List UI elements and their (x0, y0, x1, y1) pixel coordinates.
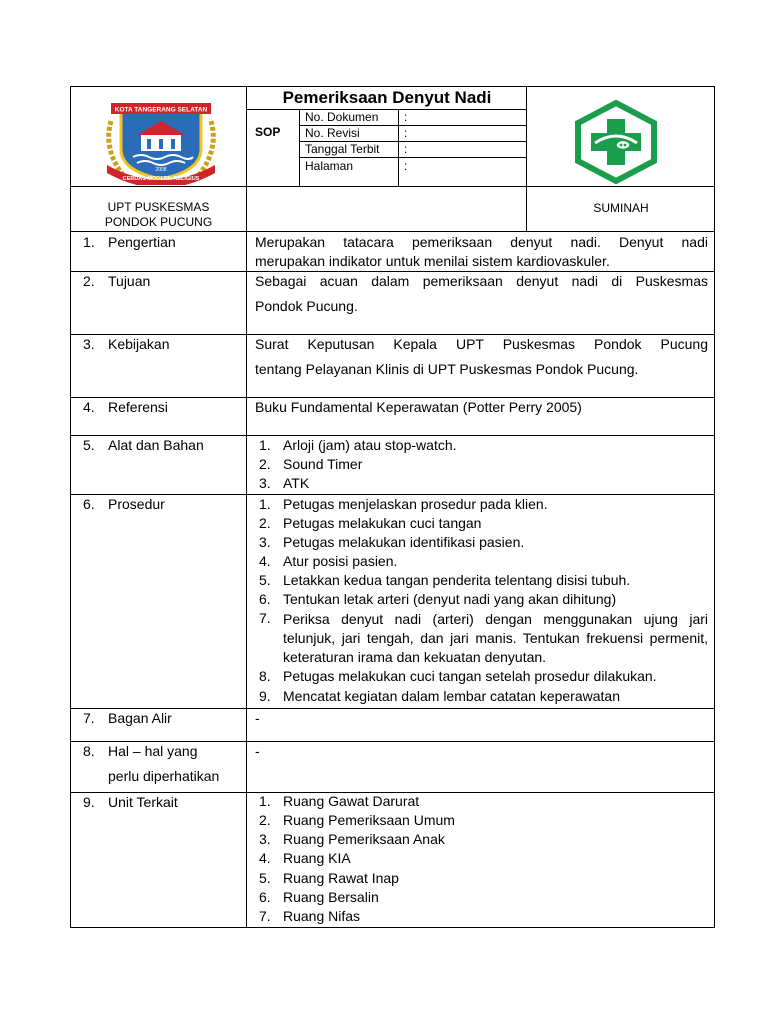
document-header (70, 86, 715, 232)
puskesmas-logo (571, 99, 661, 185)
svg-text:KOTA TANGERANG SELATAN: KOTA TANGERANG SELATAN (114, 106, 208, 114)
row-label: Referensi (108, 399, 168, 415)
meta-value-halaman: : (404, 159, 408, 173)
city-emblem-logo (97, 99, 225, 185)
row-text-line: Merupakan tatacara pemeriksaan denyut nadi. Denyut nadi (255, 234, 708, 250)
org-line-2: PONDOK PUCUNG (104, 215, 213, 229)
sop-label: SOP (255, 125, 281, 139)
row-number: 2. (83, 273, 95, 289)
row-number: 6. (83, 496, 95, 512)
meta-label-no-revisi: No. Revisi (305, 126, 360, 140)
row-label: Bagan Alir (108, 710, 172, 726)
meta-value-no-revisi: : (404, 126, 408, 140)
row-label: Tujuan (108, 273, 151, 289)
row-number: 1. (83, 234, 95, 250)
row-label: Hal – hal yang (108, 743, 198, 759)
row-label: Unit Terkait (108, 794, 178, 810)
row-text-line: tentang Pelayanan Klinis di UPT Puskesmas Pondok Pucung. (255, 361, 639, 377)
row-number: 5. (83, 437, 95, 453)
row-text-line: Pondok Pucung. (255, 298, 358, 314)
row-label: Kebijakan (108, 336, 170, 352)
row-label: Pengertian (108, 234, 176, 250)
meta-label-tanggal-terbit: Tanggal Terbit (305, 142, 380, 156)
svg-text:2008: 2008 (155, 167, 167, 173)
row-text-line: Surat Keputusan Kepala UPT Puskesmas Pondok Pucung (255, 336, 708, 352)
meta-value-tanggal-terbit: : (404, 142, 408, 156)
svg-text:CERDAS MODERN RELIGIUS: CERDAS MODERN RELIGIUS (122, 176, 200, 182)
meta-label-halaman: Halaman (305, 159, 354, 173)
row-number: 4. (83, 399, 95, 415)
meta-label-no-dokumen: No. Dokumen (305, 110, 379, 124)
row-text-line: - (255, 710, 260, 726)
row-text-line: Buku Fundamental Keperawatan (Potter Perry 2005) (255, 399, 582, 415)
row-number: 8. (83, 743, 95, 759)
row-number: 3. (83, 336, 95, 352)
meta-value-no-dokumen: : (404, 110, 408, 124)
row-label: perlu diperhatikan (108, 768, 220, 784)
row-text-line: - (255, 743, 260, 759)
document-title: Pemeriksaan Denyut Nadi (282, 88, 492, 107)
organization-name (71, 200, 246, 230)
row-text-line: Sebagai acuan dalam pemeriksaan denyut nadi di Puskesmas (255, 273, 708, 289)
row-number: 9. (83, 794, 95, 810)
row-label: Prosedur (108, 496, 165, 512)
row-label: Alat dan Bahan (108, 437, 204, 453)
row-number: 7. (83, 710, 95, 726)
org-line-1: UPT PUSKESMAS (107, 200, 210, 214)
row-text-line: merupakan indikator untuk menilai sistem kardiovaskuler. (255, 253, 610, 269)
signer-name: SUMINAH (593, 201, 649, 215)
sop-content-table: 1. Pengertian Merupakan tatacara pemeriksaan denyut nadi. Denyut nadi merupakan indikator untuk menilai sistem kardiovaskuler. 2. Tujuan Sebagai acuan dalam pemeriksaan denyut nadi di Puskesmas Pondok Pucung. 3. Kebijakan Surat Keputusan Kepala UPT Puskesmas Pondok Pucung tentang Pelayanan Klinis di UPT Puskesmas Pondok Pucung. 4. Referensi Buku Fundamental Keperawatan (Potter Perry 2005) 5. Alat dan Bahan 1. Arloji (jam) atau stop-watch. 2. Sound Timer 3. ATK 6. Prosedur 1. Petugas menjelaskan prosedur pada klien. 2. Petugas melakukan cuci tangan 3. Petugas melakukan identifikasi pasien. 4. Atur posisi pasien. 5. Letakkan kedua tangan penderita telentang disisi tubuh. 6. Tentukan letak arteri (denyut nadi yang akan dihitung) 7. Periksa denyut nadi (arteri) dengan menggunakan ujung jari telunjuk, jari tengah, dan jari manis. Tentukan frekuensi permenit, keteraturan irama dan kekuatan denyutan. 8. Petugas melakukan cuci tangan setelah prosedur dilakukan. 9. Mencatat kegiatan dalam lembar catatan keperawatan 7. Bagan Alir - 8. Hal – hal yang perlu diperhatikan - 9. Unit Terkait 1. Ruang Gawat Darurat 2. Ruang Pemeriksaan Umum 3. Ruang Pemeriksaan Anak 4. Ruang KIA 5. Ruang Rawat Inap 6. Ruang Bersalin 7. Ruang Nifas (70, 232, 715, 928)
